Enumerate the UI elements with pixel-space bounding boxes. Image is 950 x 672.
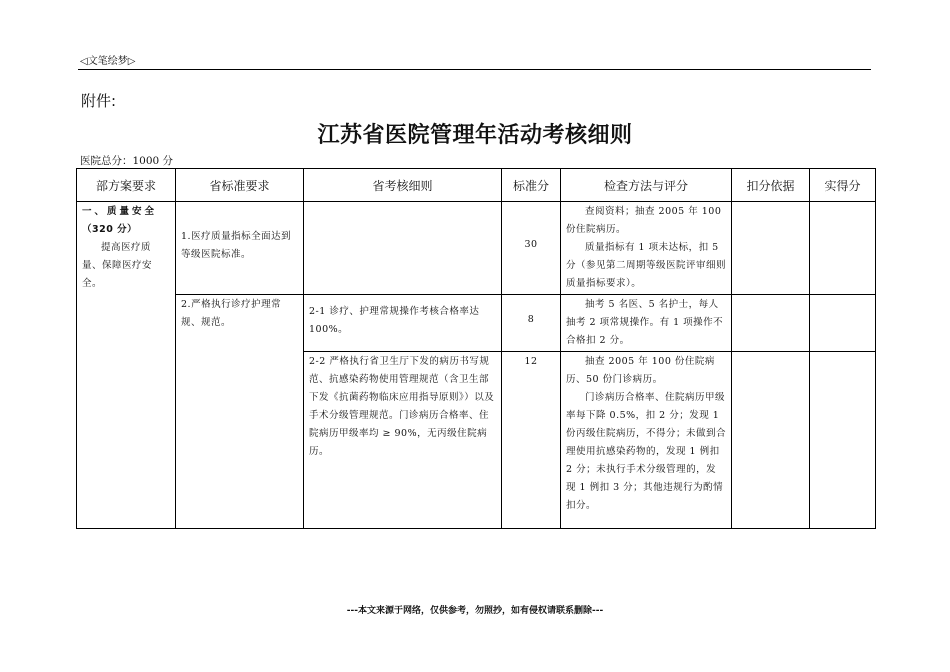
table-header-row bbox=[77, 169, 876, 202]
std-cell: 2.严格执行诊疗护理常规、规范。 bbox=[176, 295, 304, 529]
method-cell: 抽考 5 名医、5 名护士，每人抽考 2 项常规操作。有 1 项操作不合格扣 2 分。 bbox=[561, 295, 732, 352]
deduction-cell bbox=[732, 202, 810, 295]
score-cell: 30 bbox=[502, 202, 561, 295]
col-header-ministry-req: 部方案要求 bbox=[77, 169, 176, 202]
total-score: 医院总分：1000 分 bbox=[80, 155, 174, 167]
deduction-cell bbox=[732, 295, 810, 352]
section-desc: 提高医疗质量、保障医疗安全。 bbox=[82, 242, 153, 289]
assessment-table bbox=[76, 168, 876, 529]
detail-cell: 2-2 严格执行省卫生厅下发的病历书写规范、抗感染药物使用管理规范（含卫生部下发《抗菌药物临床应用指导原则》）以及手术分级管理规范。门诊病历合格率、住院病历甲级率均 ≥ 90%，无丙级住院病历。 bbox=[304, 352, 502, 529]
deduction-cell bbox=[732, 352, 810, 529]
col-header-deduction-basis: 扣分依据 bbox=[732, 169, 810, 202]
std-cell: 1.医疗质量指标全面达到等级医院标准。 bbox=[176, 202, 304, 295]
table-row bbox=[77, 202, 876, 295]
header-rule bbox=[78, 69, 871, 70]
col-header-assessment-detail: 省考核细则 bbox=[304, 169, 502, 202]
col-header-check-method: 检查方法与评分 bbox=[561, 169, 732, 202]
actual-score-cell bbox=[810, 295, 876, 352]
section-score: （320 分） bbox=[82, 224, 138, 235]
section-title: 一、质量安全 bbox=[82, 206, 158, 217]
score-cell: 12 bbox=[502, 352, 561, 529]
score-cell: 8 bbox=[502, 295, 561, 352]
header-mark: ◁文笔绘梦▷ bbox=[80, 56, 136, 67]
col-header-standard-score: 标准分 bbox=[502, 169, 561, 202]
detail-cell bbox=[304, 202, 502, 295]
section-cell bbox=[77, 202, 176, 529]
footer-note: ---本文来源于网络，仅供参考，勿照抄，如有侵权请联系删除--- bbox=[346, 606, 604, 616]
col-header-actual-score: 实得分 bbox=[810, 169, 876, 202]
actual-score-cell bbox=[810, 352, 876, 529]
col-header-provincial-std: 省标准要求 bbox=[176, 169, 304, 202]
document-title: 江苏省医院管理年活动考核细则 bbox=[317, 123, 633, 148]
attachment-label: 附件: bbox=[81, 92, 117, 110]
detail-cell: 2-1 诊疗、护理常规操作考核合格率达 100%。 bbox=[304, 295, 502, 352]
method-cell: 抽查 2005 年 100 份住院病历、50 份门诊病历。 门诊病历合格率、住院病历甲级率每下降 0.5%，扣 2 分；发现 1 份丙级住院病历，不得分；未做到合理使用抗感染药物的，发现 1 例扣 2 分；未执行手术分级管理的，发现 1 例扣 3 分；其他违规行为酌情扣分。 bbox=[561, 352, 732, 529]
method-cell: 查阅资料；抽查 2005 年 100 份住院病历。 质量指标有 1 项未达标，扣 5 分（参见第二周期等级医院评审细则质量指标要求）。 bbox=[561, 202, 732, 295]
actual-score-cell bbox=[810, 202, 876, 295]
table-row bbox=[77, 295, 876, 352]
